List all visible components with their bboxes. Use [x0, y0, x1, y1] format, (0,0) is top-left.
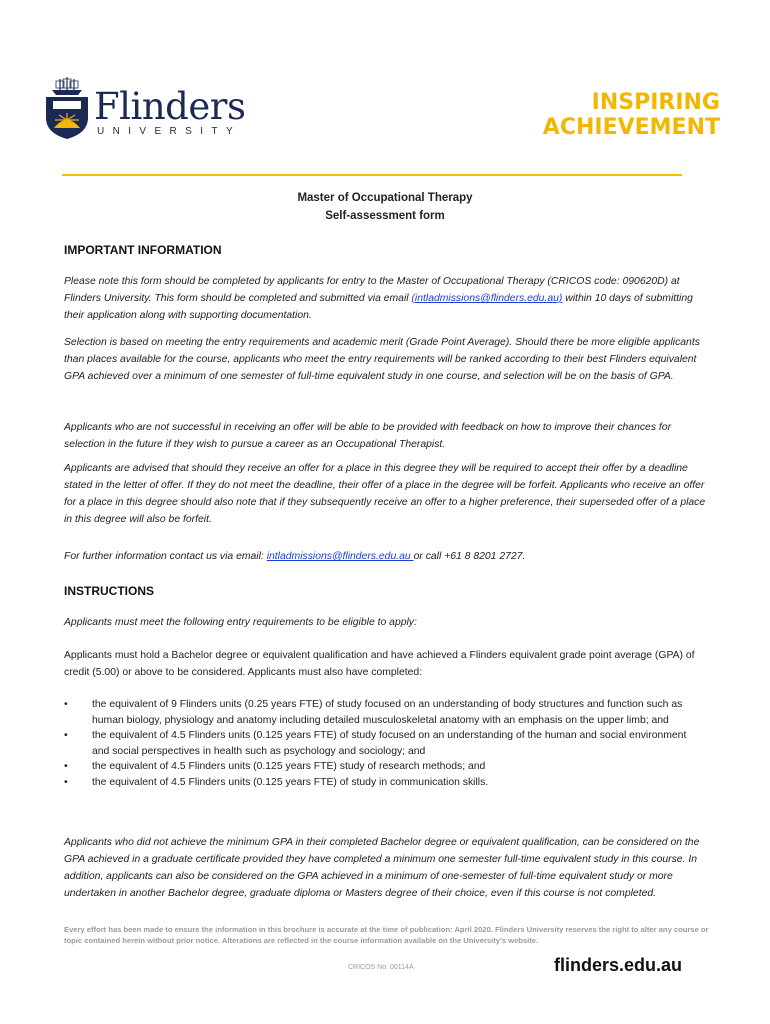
list-item: • the equivalent of 4.5 Flinders units (0.125 years FTE) of study in communication skills.	[64, 775, 704, 791]
paragraph-submission	[64, 273, 714, 324]
tagline-line-1: INSPIRING	[591, 90, 720, 115]
paragraph-contact	[64, 548, 714, 565]
paragraph-requirements: Applicants must hold a Bachelor degree or equivalent qualification and have achieved a Flinders equivalent grade point average (GPA) of credit (5.00) or above to be considered. Applicants must also have completed:	[64, 650, 695, 678]
important-heading: IMPORTANT INFORMATION	[64, 243, 222, 257]
doc-title: Master of Occupational Therapy	[297, 192, 473, 204]
crest-icon	[44, 76, 90, 140]
list-item: • the equivalent of 4.5 Flinders units (0.125 years FTE) of study focused on an understanding of the human and social environment and social perspectives in health such as psychology and sociology; and	[64, 728, 704, 759]
email-link-1[interactable]: (intladmissions@flinders.edu.au)	[411, 293, 563, 304]
doc-subtitle: Self-assessment form	[325, 210, 445, 222]
wordmark: Flinders	[94, 85, 246, 128]
tagline	[543, 90, 720, 140]
p5-text-b: or call +61 8 8201 2727.	[413, 551, 526, 562]
paragraph-offer: Applicants are advised that should they receive an offer for a place in this degree they will be required to accept their offer by a deadline stated in the letter of offer. If they do not meet the deadline, their offer of a place in the degree will be forfeit. Applicants who receive an offer for a place in this degree should also note that if they subsequently receive an offer to a higher preference, their superseded offer of a place in this degree will also be forfeit.	[64, 463, 706, 525]
list-item: • the equivalent of 9 Flinders units (0.25 years FTE) of study focused on an understanding of body structures and function such as human biology, physiology and anatomy including detailed musculoskeletal anatomy with an emphasis on the upper limb; and	[64, 697, 704, 728]
p1-text-b: within 10 days of submitting their application along with supporting documentation.	[64, 293, 693, 321]
website-url[interactable]: flinders.edu.au	[553, 955, 682, 975]
paragraph-requirements-intro: Applicants must meet the following entry requirements to be eligible to apply:	[64, 617, 417, 628]
p1-text-a: Please note this form should be completed by applicants for entry to the Master of Occupational Therapy (CRICOS code: 090620D) at Flinders University. This form should be completed and submitted via email	[64, 276, 680, 304]
email-link-2[interactable]: intladmissions@flinders.edu.au	[266, 551, 414, 562]
paragraph-minimum-gpa: Applicants who did not achieve the minimum GPA in their completed Bachelor degree or equivalent qualification, can be considered on the GPA achieved in a graduate certificate provided they have completed a minimum one semester full-time equivalent study in this course. In addition, applicants can also be considered on the GPA achieved in a minimum of one-semester of full-time equivalent study or more undertaken in another Bachelor degree, graduate diploma or Masters degree of their choice, even if this course is not completed.	[64, 837, 700, 899]
list-item: • the equivalent of 4.5 Flinders units (0.125 years FTE) study of research methods; and	[64, 759, 704, 775]
instructions-heading: INSTRUCTIONS	[64, 584, 154, 598]
tagline-line-2: ACHIEVEMENT	[542, 115, 720, 140]
wordmark-sub: UNIVERSITY	[97, 126, 242, 137]
paragraph-feedback: Applicants who are not successful in receiving an offer will be able to be provided with feedback on how to improve their chances for selection in the future if they wish to pursue a career as an Occupational Therapist.	[64, 422, 672, 450]
requirements-list	[64, 697, 704, 790]
p5-text-a: For further information contact us via email:	[64, 551, 267, 562]
paragraph-selection: Selection is based on meeting the entry requirements and academic merit (Grade Point Average). Should there be more eligible applicants than places available for the course, applicants who meet the entry requirements will be ranked according to their best Flinders equivalent GPA achieved over a minimum of one semester of full-time equivalent study in one course, and selection will be on the basis of GPA.	[64, 337, 700, 382]
disclaimer: Every effort has been made to ensure the information in this brochure is accurate at the time of publication: April 2020. Flinders University reserves the right to alter any course or topic contained herein without prior notice. Alterations are reflected in the course information available on the University's website.	[64, 925, 709, 945]
cricos-number: CRICOS No. 00114A	[348, 964, 414, 971]
flinders-logo	[44, 74, 244, 144]
header-rule	[62, 174, 682, 176]
